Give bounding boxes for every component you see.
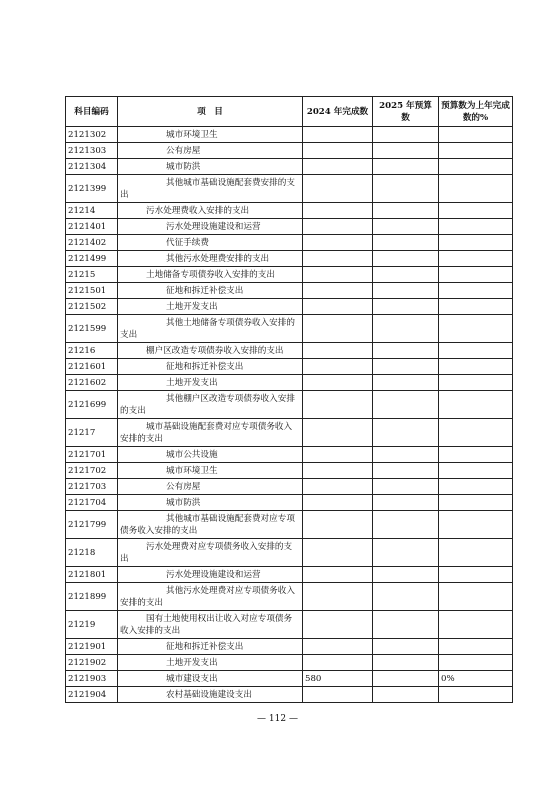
cell-code: 2121601 xyxy=(66,359,118,375)
cell-2025-budget xyxy=(373,611,439,639)
cell-ratio xyxy=(439,127,513,143)
cell-code: 2121799 xyxy=(66,511,118,539)
cell-item xyxy=(118,175,303,203)
cell-ratio xyxy=(439,315,513,343)
cell-code: 2121602 xyxy=(66,375,118,391)
cell-code: 2121702 xyxy=(66,463,118,479)
cell-2024-actual xyxy=(303,251,373,267)
item-label: 土地开发支出 xyxy=(166,657,218,668)
cell-ratio xyxy=(439,359,513,375)
cell-2025-budget xyxy=(373,539,439,567)
cell-item xyxy=(118,375,303,391)
cell-2025-budget xyxy=(373,639,439,655)
cell-code: 21215 xyxy=(66,267,118,283)
table-row xyxy=(66,375,513,391)
cell-2024-actual xyxy=(303,611,373,639)
item-label: 公有房屋 xyxy=(166,145,201,156)
table-row xyxy=(66,143,513,159)
item-label: 代征手续费 xyxy=(166,237,209,248)
table-row xyxy=(66,235,513,251)
cell-code: 2121699 xyxy=(66,391,118,419)
item-label: 征地和拆迁补偿支出 xyxy=(166,641,244,652)
header-code: 科目编码 xyxy=(66,97,118,127)
cell-2025-budget xyxy=(373,267,439,283)
cell-ratio xyxy=(439,143,513,159)
cell-2025-budget xyxy=(373,495,439,511)
cell-item xyxy=(118,251,303,267)
item-label: 城市环境卫生 xyxy=(166,465,218,476)
cell-code: 2121402 xyxy=(66,235,118,251)
cell-code: 21218 xyxy=(66,539,118,567)
cell-ratio xyxy=(439,419,513,447)
item-label: 污水处理费对应专项债务收入安排的支出 xyxy=(120,541,293,564)
cell-2025-budget xyxy=(373,235,439,251)
cell-item xyxy=(118,235,303,251)
cell-2024-actual xyxy=(303,175,373,203)
item-label: 棚户区改造专项债券收入安排的支出 xyxy=(146,345,284,356)
cell-code: 2121902 xyxy=(66,655,118,671)
item-label: 土地储备专项债券收入安排的支出 xyxy=(146,269,275,280)
cell-2024-actual xyxy=(303,159,373,175)
table-row xyxy=(66,639,513,655)
cell-code: 2121502 xyxy=(66,299,118,315)
cell-ratio: 0% xyxy=(439,671,513,687)
cell-2024-actual xyxy=(303,567,373,583)
header-2025-budget: 2025 年预算数 xyxy=(373,97,439,127)
cell-2025-budget xyxy=(373,251,439,267)
cell-2025-budget xyxy=(373,511,439,539)
cell-code: 2121701 xyxy=(66,447,118,463)
cell-ratio xyxy=(439,267,513,283)
cell-ratio xyxy=(439,511,513,539)
item-label: 城市基础设施配套费对应专项债务收入安排的支出 xyxy=(120,421,293,444)
cell-item xyxy=(118,463,303,479)
cell-item xyxy=(118,159,303,175)
item-label: 城市防洪 xyxy=(166,497,201,508)
table-row xyxy=(66,283,513,299)
table-row xyxy=(66,359,513,375)
cell-code: 2121304 xyxy=(66,159,118,175)
cell-2024-actual xyxy=(303,447,373,463)
cell-2025-budget xyxy=(373,127,439,143)
cell-ratio xyxy=(439,655,513,671)
cell-ratio xyxy=(439,567,513,583)
header-item: 项 目 xyxy=(118,97,303,127)
table-row xyxy=(66,567,513,583)
table-row xyxy=(66,203,513,219)
cell-2025-budget xyxy=(373,203,439,219)
cell-2024-actual xyxy=(303,315,373,343)
item-label: 其他城市基础设施配套费对应专项债务收入安排的支出 xyxy=(120,513,295,536)
table-row xyxy=(66,127,513,143)
item-label: 其他土地储备专项债券收入安排的支出 xyxy=(120,317,295,340)
table-header xyxy=(66,97,513,127)
cell-2025-budget xyxy=(373,299,439,315)
cell-item xyxy=(118,687,303,703)
cell-2024-actual xyxy=(303,359,373,375)
cell-2024-actual xyxy=(303,375,373,391)
cell-2025-budget xyxy=(373,375,439,391)
cell-item xyxy=(118,359,303,375)
cell-item xyxy=(118,343,303,359)
cell-item xyxy=(118,671,303,687)
cell-2025-budget xyxy=(373,479,439,495)
cell-2024-actual xyxy=(303,143,373,159)
cell-item xyxy=(118,639,303,655)
cell-2024-actual: 580 xyxy=(303,671,373,687)
item-label: 城市建设支出 xyxy=(166,673,218,684)
item-label: 土地开发支出 xyxy=(166,301,218,312)
header-ratio: 预算数为上年完成数的% xyxy=(439,97,513,127)
cell-code: 21217 xyxy=(66,419,118,447)
cell-2025-budget xyxy=(373,567,439,583)
cell-2025-budget xyxy=(373,283,439,299)
cell-item xyxy=(118,447,303,463)
item-label: 城市公共设施 xyxy=(166,449,218,460)
cell-2024-actual xyxy=(303,203,373,219)
cell-2025-budget xyxy=(373,583,439,611)
cell-2025-budget xyxy=(373,391,439,419)
header-2024-actual: 2024 年完成数 xyxy=(303,97,373,127)
cell-item xyxy=(118,267,303,283)
cell-item xyxy=(118,419,303,447)
cell-2025-budget xyxy=(373,175,439,203)
cell-ratio xyxy=(439,639,513,655)
cell-2025-budget xyxy=(373,359,439,375)
cell-2024-actual xyxy=(303,463,373,479)
cell-item xyxy=(118,299,303,315)
table-row xyxy=(66,611,513,639)
cell-ratio xyxy=(439,235,513,251)
table-row xyxy=(66,175,513,203)
cell-ratio xyxy=(439,495,513,511)
cell-code: 2121903 xyxy=(66,671,118,687)
table-row xyxy=(66,419,513,447)
cell-2025-budget xyxy=(373,655,439,671)
page-number: — 112 — xyxy=(257,714,298,724)
cell-item xyxy=(118,611,303,639)
cell-code: 2121901 xyxy=(66,639,118,655)
cell-ratio xyxy=(439,343,513,359)
cell-2024-actual xyxy=(303,495,373,511)
table-row xyxy=(66,479,513,495)
table-row xyxy=(66,687,513,703)
cell-2024-actual xyxy=(303,267,373,283)
cell-code: 21219 xyxy=(66,611,118,639)
cell-code: 2121899 xyxy=(66,583,118,611)
cell-ratio xyxy=(439,687,513,703)
cell-ratio xyxy=(439,159,513,175)
cell-2024-actual xyxy=(303,299,373,315)
cell-2024-actual xyxy=(303,235,373,251)
cell-ratio xyxy=(439,375,513,391)
cell-2025-budget xyxy=(373,419,439,447)
cell-code: 2121499 xyxy=(66,251,118,267)
cell-2024-actual xyxy=(303,391,373,419)
cell-2024-actual xyxy=(303,583,373,611)
cell-2024-actual xyxy=(303,343,373,359)
cell-code: 2121501 xyxy=(66,283,118,299)
cell-ratio xyxy=(439,479,513,495)
item-label: 其他棚户区改造专项债券收入安排的支出 xyxy=(120,393,295,416)
table-row xyxy=(66,267,513,283)
cell-item xyxy=(118,283,303,299)
table-row xyxy=(66,583,513,611)
cell-ratio xyxy=(439,611,513,639)
cell-item xyxy=(118,315,303,343)
cell-item xyxy=(118,143,303,159)
cell-2024-actual xyxy=(303,687,373,703)
cell-item xyxy=(118,567,303,583)
cell-ratio xyxy=(439,391,513,419)
table-row xyxy=(66,343,513,359)
table-row xyxy=(66,671,513,687)
cell-code: 21216 xyxy=(66,343,118,359)
item-label: 污水处理设施建设和运营 xyxy=(166,569,261,580)
cell-item xyxy=(118,511,303,539)
cell-code: 2121904 xyxy=(66,687,118,703)
item-label: 农村基础设施建设支出 xyxy=(166,689,252,700)
cell-code: 2121599 xyxy=(66,315,118,343)
cell-2025-budget xyxy=(373,463,439,479)
cell-item xyxy=(118,655,303,671)
cell-ratio xyxy=(439,251,513,267)
cell-2025-budget xyxy=(373,315,439,343)
cell-2025-budget xyxy=(373,343,439,359)
cell-2025-budget xyxy=(373,447,439,463)
table-row xyxy=(66,539,513,567)
cell-code: 2121302 xyxy=(66,127,118,143)
table-row xyxy=(66,391,513,419)
cell-2024-actual xyxy=(303,539,373,567)
cell-ratio xyxy=(439,175,513,203)
item-label: 城市环境卫生 xyxy=(166,129,218,140)
table-row xyxy=(66,511,513,539)
cell-2024-actual xyxy=(303,219,373,235)
cell-2024-actual xyxy=(303,479,373,495)
item-label: 城市防洪 xyxy=(166,161,201,172)
cell-item xyxy=(118,539,303,567)
table-body xyxy=(66,127,513,703)
cell-ratio xyxy=(439,583,513,611)
cell-2024-actual xyxy=(303,127,373,143)
item-label: 其他污水处理费对应专项债务收入安排的支出 xyxy=(120,585,295,608)
cell-item xyxy=(118,219,303,235)
cell-2025-budget xyxy=(373,143,439,159)
cell-code: 2121801 xyxy=(66,567,118,583)
cell-2025-budget xyxy=(373,219,439,235)
cell-2025-budget xyxy=(373,671,439,687)
item-label: 公有房屋 xyxy=(166,481,201,492)
cell-code: 2121704 xyxy=(66,495,118,511)
cell-code: 2121399 xyxy=(66,175,118,203)
cell-2024-actual xyxy=(303,511,373,539)
item-label: 国有土地使用权出让收入对应专项债务收入安排的支出 xyxy=(120,613,293,636)
table-row xyxy=(66,299,513,315)
cell-2024-actual xyxy=(303,639,373,655)
cell-item xyxy=(118,495,303,511)
table-row xyxy=(66,251,513,267)
cell-ratio xyxy=(439,283,513,299)
cell-ratio xyxy=(439,447,513,463)
table-row xyxy=(66,463,513,479)
item-label: 征地和拆迁补偿支出 xyxy=(166,361,244,372)
cell-2024-actual xyxy=(303,419,373,447)
table-row xyxy=(66,655,513,671)
cell-item xyxy=(118,203,303,219)
cell-item xyxy=(118,479,303,495)
item-label: 土地开发支出 xyxy=(166,377,218,388)
cell-ratio xyxy=(439,463,513,479)
table-row xyxy=(66,495,513,511)
item-label: 污水处理设施建设和运营 xyxy=(166,221,261,232)
item-label: 其他城市基础设施配套费安排的支出 xyxy=(120,177,295,200)
table-row xyxy=(66,219,513,235)
cell-2024-actual xyxy=(303,655,373,671)
item-label: 征地和拆迁补偿支出 xyxy=(166,285,244,296)
cell-2024-actual xyxy=(303,283,373,299)
table-row xyxy=(66,447,513,463)
item-label: 污水处理费收入安排的支出 xyxy=(146,205,250,216)
cell-2025-budget xyxy=(373,159,439,175)
cell-item xyxy=(118,391,303,419)
budget-table xyxy=(65,96,513,703)
cell-2025-budget xyxy=(373,687,439,703)
cell-code: 2121401 xyxy=(66,219,118,235)
table-row xyxy=(66,315,513,343)
cell-item xyxy=(118,583,303,611)
cell-code: 2121703 xyxy=(66,479,118,495)
cell-ratio xyxy=(439,219,513,235)
cell-item xyxy=(118,127,303,143)
cell-ratio xyxy=(439,539,513,567)
item-label: 其他污水处理费安排的支出 xyxy=(166,253,270,264)
cell-code: 2121303 xyxy=(66,143,118,159)
cell-ratio xyxy=(439,203,513,219)
cell-code: 21214 xyxy=(66,203,118,219)
cell-ratio xyxy=(439,299,513,315)
table-row xyxy=(66,159,513,175)
